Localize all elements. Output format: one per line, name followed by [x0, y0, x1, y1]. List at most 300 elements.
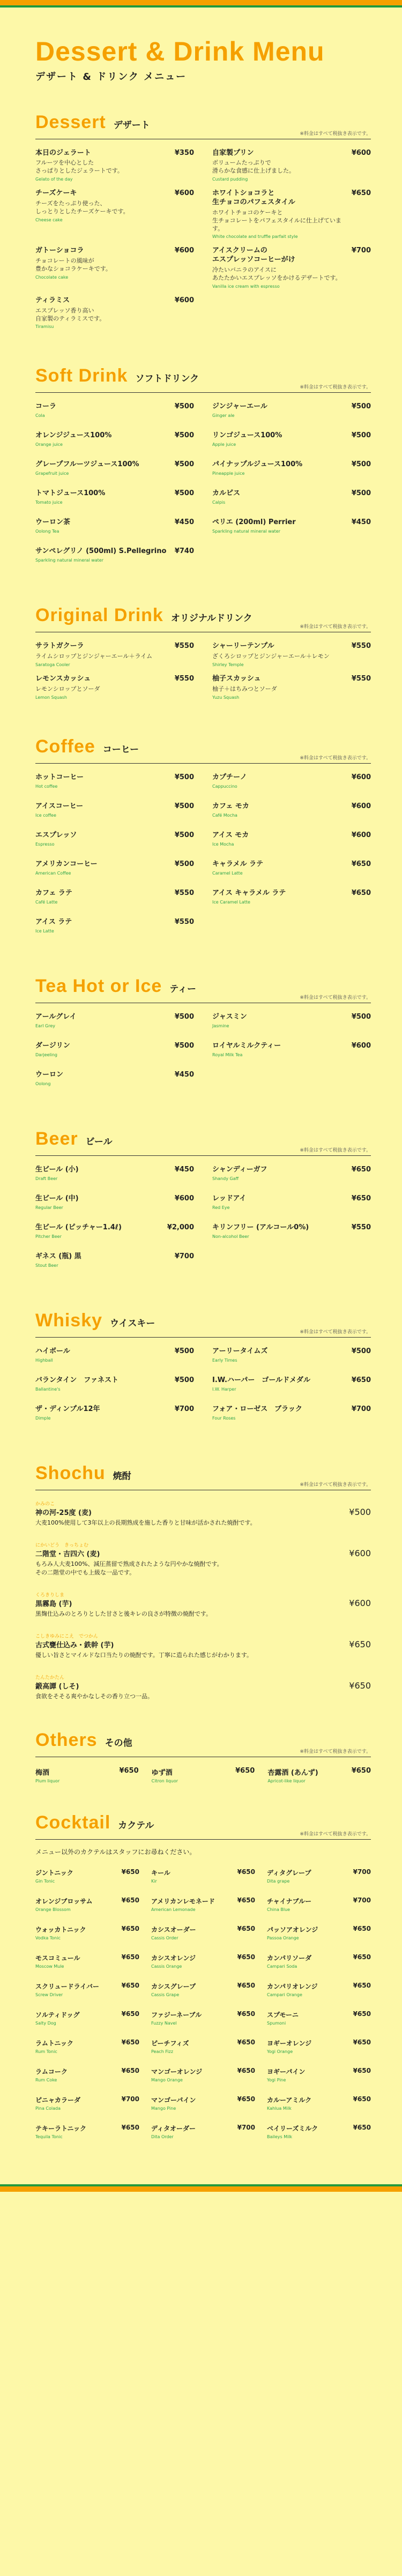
- original-title-jp: オリジナルドリンク: [170, 613, 252, 624]
- menu-item-description: 柚子＋はちみつとソーダ: [212, 685, 277, 693]
- menu-item: [35, 1868, 139, 1884]
- menu-item-name: ピニャカラーダ: [35, 2096, 81, 2104]
- menu-item-text: [151, 1953, 196, 1969]
- menu-item-text: [35, 247, 111, 280]
- menu-item: [35, 1674, 371, 1701]
- menu-item-description: 大麦100%使用して3年以上の長期熟成を施した香りと甘味が活かされた焼酎です。: [35, 1519, 256, 1526]
- beer-title-jp: ビール: [85, 1136, 113, 1147]
- menu-item-reading: こしきゆみにこえ でつかん: [35, 1633, 99, 1639]
- menu-item: [35, 1591, 371, 1618]
- menu-item-name: ラムトニック: [35, 2039, 73, 2047]
- menu-item-text: [35, 189, 129, 222]
- menu-item-name: カシスオレンジ: [151, 1954, 196, 1962]
- menu-item-english: Apricot-like liquor: [267, 1778, 306, 1783]
- menu-item-name: ウォッカトニック: [35, 1925, 86, 1933]
- menu-item-price: ¥450: [174, 1070, 194, 1079]
- menu-item-text: [212, 489, 240, 505]
- menu-item-text: [267, 2124, 318, 2139]
- menu-item: [35, 1013, 194, 1034]
- menu-item-text: [35, 2039, 73, 2054]
- menu-item-price: ¥550: [351, 642, 371, 651]
- menu-item-name: アメリカンコーヒー: [35, 860, 98, 868]
- menu-item: [35, 1376, 194, 1398]
- menu-item-price: ¥650: [235, 1766, 255, 1775]
- menu-item: [267, 2095, 371, 2111]
- menu-item-english: Four Roses: [212, 1415, 236, 1421]
- menu-item-english: Campari Soda: [267, 1963, 297, 1969]
- menu-item-description: チーズをたっぷり使った、 しっとりとしたチーズケーキです。: [35, 199, 129, 215]
- menu-item-price: ¥650: [351, 189, 371, 198]
- page-subtitle: デザート & ドリンク メニュー: [35, 71, 187, 83]
- menu-item-description: もろみ人大麦100%、減圧蒸留で熟成されたような円やかな焼酎です。 その二階堂の中でも上級な一品です。: [35, 1560, 223, 1576]
- menu-item-text: [212, 402, 267, 418]
- menu-item-name: カンパリソーダ: [267, 1954, 312, 1962]
- menu-item-text: [151, 2124, 196, 2139]
- menu-item-text: [35, 1166, 79, 1181]
- menu-item-name: ディタオーダー: [151, 2124, 196, 2132]
- menu-item-price: ¥650: [351, 888, 371, 897]
- menu-item: [267, 2010, 371, 2026]
- menu-item: [212, 889, 371, 910]
- menu-item-description: レモンシロップとソーダ: [35, 685, 100, 693]
- menu-item-text: [35, 1223, 122, 1239]
- tea-list: [35, 1013, 371, 1100]
- menu-item-text: [35, 831, 77, 847]
- menu-item-text: [35, 2095, 80, 2111]
- menu-item: [35, 149, 194, 182]
- menu-item-price: ¥600: [174, 1194, 194, 1203]
- menu-item-text: [35, 1896, 93, 1912]
- menu-item-name: 生ビール (小): [35, 1165, 79, 1174]
- menu-item-english: Ginger ale: [212, 413, 235, 419]
- menu-item-description: 黒麹仕込みのとろりとした甘さと後キレの良さが特徴の焼酎です。: [35, 1610, 212, 1617]
- menu-item-price: ¥600: [174, 296, 194, 304]
- menu-item-price: ¥650: [237, 1981, 255, 1989]
- menu-item-price: ¥550: [174, 917, 194, 926]
- menu-item-price: ¥500: [174, 431, 194, 440]
- menu-item-price: ¥740: [174, 547, 194, 556]
- menu-item-name: ジンジャーエール: [212, 402, 267, 411]
- menu-item-english: Grapefruit juice: [35, 471, 69, 476]
- menu-item: [35, 889, 194, 910]
- whisky-section: [35, 1310, 371, 1434]
- menu-item: [35, 1500, 371, 1527]
- menu-item-english: Tiramisu: [35, 324, 54, 330]
- others-title-en: Others: [35, 1729, 98, 1750]
- menu-item-english: Vodka Tonic: [35, 1935, 61, 1940]
- menu-item: [212, 1405, 371, 1427]
- menu-item: [35, 402, 194, 424]
- menu-item: [35, 1982, 139, 1997]
- menu-item-text: [212, 802, 249, 818]
- menu-item-price: ¥550: [351, 1223, 371, 1231]
- menu-item-text: [267, 2095, 311, 2111]
- menu-item-name: 二階堂・吉四六 (麦): [35, 1550, 100, 1558]
- menu-item-name: サラトガクーラ: [35, 642, 84, 651]
- dessert-section: [35, 112, 371, 337]
- menu-item-name: アイス キャラメル ラテ: [212, 888, 286, 897]
- menu-item-text: [212, 518, 296, 534]
- menu-item-name: 古式甕仕込み・鉄幹 (芋): [35, 1641, 114, 1649]
- menu-item-english: Screw Driver: [35, 1992, 63, 1997]
- menu-item-price: ¥500: [174, 860, 194, 868]
- menu-item-price: ¥650: [121, 1868, 139, 1876]
- menu-item-reading: かみのこ: [35, 1501, 55, 1507]
- soft-section: [35, 365, 371, 576]
- menu-item-price: ¥500: [351, 1347, 371, 1355]
- menu-item: [35, 642, 194, 667]
- menu-item-price: ¥650: [237, 2095, 255, 2103]
- menu-item-name: ダージリン: [35, 1041, 70, 1050]
- menu-item-text: [212, 1405, 302, 1421]
- menu-item-text: [151, 2095, 196, 2111]
- menu-item-text: [35, 642, 152, 667]
- menu-item-text: [35, 2067, 68, 2082]
- menu-item-text: [267, 1896, 311, 1912]
- menu-item-name: アメリカンレモネード: [151, 1897, 215, 1905]
- menu-item-price: ¥700: [121, 2095, 139, 2103]
- menu-item-text: [267, 2039, 311, 2054]
- menu-item-english: I.W. Harper: [212, 1386, 236, 1392]
- menu-item-price: ¥450: [174, 518, 194, 527]
- menu-item-name: アールグレイ: [35, 1012, 77, 1021]
- menu-item-name: アイスクリームの エスプレッソコーヒーがけ: [212, 247, 295, 264]
- menu-item: [267, 1896, 371, 1912]
- menu-item-english: Peach Fizz: [151, 2049, 174, 2054]
- menu-item-price: ¥650: [237, 2010, 255, 2018]
- menu-item: [267, 1767, 371, 1783]
- cocktail-section: [35, 1812, 371, 2152]
- menu-item-name: オレンジブロッサム: [35, 1897, 93, 1905]
- tax-note: ※料金はすべて税抜き表示です。: [300, 131, 371, 137]
- section-divider: [35, 763, 371, 764]
- menu-item-description: ざくろシロップとジンジャーエール＋レモン: [212, 653, 330, 660]
- menu-item-price: ¥650: [237, 2066, 255, 2074]
- menu-item-price: ¥650: [121, 1953, 139, 1961]
- menu-item-english: Vanilla ice cream with espresso: [212, 283, 280, 289]
- menu-item: [151, 1868, 255, 1884]
- whisky-title-jp: ウイスキー: [110, 1318, 155, 1329]
- menu-page: [0, 8, 402, 2174]
- beer-title-en: Beer: [35, 1128, 78, 1149]
- menu-item-english: Dita grape: [267, 1878, 290, 1884]
- menu-item-text: [267, 1767, 318, 1783]
- menu-item-name: ラムコーク: [35, 2067, 68, 2075]
- menu-item-english: Moscow Mule: [35, 1963, 64, 1969]
- menu-item-english: Chocolate cake: [35, 274, 69, 280]
- menu-item-name: ベイリーズミルク: [267, 2124, 318, 2132]
- cocktail-title-jp: カクテル: [118, 1820, 154, 1831]
- menu-item: [151, 2124, 255, 2139]
- menu-item: [152, 1767, 255, 1783]
- menu-item-english: Earl Grey: [35, 1023, 55, 1028]
- others-list: [35, 1767, 371, 1783]
- menu-item: [35, 489, 194, 511]
- menu-item-name: ジントニック: [35, 1869, 73, 1877]
- menu-item-name: アイス ラテ: [35, 917, 72, 926]
- menu-item-name: カルーアミルク: [267, 2096, 312, 2104]
- menu-item: [212, 860, 371, 882]
- menu-item: [212, 1194, 371, 1216]
- menu-item-english: China Blue: [267, 1907, 291, 1912]
- menu-item-name: アイス モカ: [212, 831, 249, 839]
- menu-item-english: Pitcher Beer: [35, 1234, 62, 1239]
- menu-item: [35, 918, 194, 939]
- menu-item-english: Cassis Grape: [151, 1992, 180, 1997]
- menu-item-english: Baileys Milk: [267, 2134, 293, 2139]
- menu-item-name: I.W.ハーパー ゴールドメダル: [212, 1376, 310, 1384]
- menu-item: [35, 1896, 139, 1912]
- menu-item: [35, 2039, 139, 2054]
- others-section: [35, 1730, 371, 1783]
- section-divider: [35, 1155, 371, 1156]
- menu-item-english: Yogi Pine: [267, 2077, 286, 2082]
- menu-item-price: ¥650: [351, 1194, 371, 1203]
- menu-item-text: [35, 1252, 81, 1268]
- menu-item-english: Oolong Tea: [35, 529, 59, 534]
- shochu-section: [35, 1463, 371, 1701]
- menu-item-price: ¥700: [237, 2123, 255, 2131]
- menu-item-description: ホワイトチョコのケーキと 生チョコレートをパフェスタイルに仕上げています。: [212, 208, 341, 232]
- menu-item-name: シャーリーテンプル: [212, 642, 274, 651]
- coffee-title-en: Coffee: [35, 736, 95, 757]
- menu-item-name: ジャスミン: [212, 1012, 247, 1021]
- menu-item-english: Gelato of the day: [35, 177, 73, 182]
- menu-item-english: Royal Milk Tea: [212, 1052, 243, 1057]
- menu-item: [35, 547, 194, 569]
- tea-title-jp: ティー: [169, 983, 196, 995]
- menu-item-text: [212, 889, 286, 905]
- menu-item: [35, 2010, 139, 2026]
- menu-item-price: ¥650: [119, 1766, 139, 1775]
- menu-item-price: ¥500: [351, 460, 371, 469]
- menu-item-english: Mango Pine: [151, 2105, 176, 2111]
- menu-item-name: レッドアイ: [212, 1194, 247, 1203]
- menu-item-text: [151, 1868, 170, 1884]
- menu-item-price: ¥600: [174, 247, 194, 255]
- menu-item-price: ¥2,000: [167, 1223, 194, 1231]
- menu-item: [35, 431, 194, 453]
- menu-item: [267, 1953, 371, 1969]
- section-divider: [35, 1839, 371, 1840]
- menu-item-price: ¥650: [121, 2123, 139, 2131]
- menu-item-text: [151, 2039, 189, 2054]
- tax-note: ※料金はすべて税抜き表示です。: [300, 1749, 371, 1754]
- menu-item-text: [35, 1405, 100, 1421]
- menu-item-name: ウーロン茶: [35, 518, 71, 527]
- menu-item-english: Campari Orange: [267, 1992, 302, 1997]
- menu-item-english: Hot coffee: [35, 783, 58, 789]
- menu-item: [35, 1405, 194, 1427]
- menu-item-english: Ballantine's: [35, 1386, 61, 1392]
- menu-item: [267, 1925, 371, 1940]
- menu-item-price: ¥650: [353, 2123, 371, 2131]
- tax-note: ※料金はすべて税抜き表示です。: [300, 624, 371, 630]
- menu-item-price: ¥700: [174, 1252, 194, 1260]
- menu-item-price: ¥500: [174, 831, 194, 839]
- menu-item-name: アイスコーヒー: [35, 802, 84, 810]
- tax-note: ※料金はすべて税抜き表示です。: [300, 1482, 371, 1488]
- menu-item-english: Caramel Latte: [212, 870, 243, 876]
- menu-item-english: American Lemonade: [151, 1907, 196, 1912]
- menu-item-english: Saratoga Cooler: [35, 662, 70, 668]
- menu-sections: [35, 112, 371, 2152]
- menu-item-text: [151, 1925, 196, 1940]
- menu-item-english: Plum liquor: [35, 1778, 60, 1783]
- menu-item-name: 黒霧島 (芋): [35, 1600, 72, 1608]
- menu-item: [151, 1896, 255, 1912]
- menu-item-name: オレンジジュース100%: [35, 431, 112, 440]
- menu-item-text: [212, 642, 330, 667]
- tax-note: ※料金はすべて税抜き表示です。: [300, 1329, 371, 1335]
- menu-item: [212, 1013, 371, 1034]
- menu-item-name: ヨギーパイン: [267, 2067, 306, 2075]
- tax-note: ※料金はすべて税抜き表示です。: [300, 1831, 371, 1837]
- menu-item-name: ウーロン: [35, 1070, 64, 1079]
- menu-item-name: ホワイトショコラと 生チョコのパフェスタイル: [212, 189, 295, 206]
- menu-item-english: Stout Beer: [35, 1263, 58, 1268]
- menu-item-price: ¥600: [351, 1041, 371, 1050]
- menu-item: [151, 1925, 255, 1940]
- menu-item-text: [151, 1982, 196, 1997]
- menu-item-text: [267, 2010, 299, 2026]
- beer-section: [35, 1129, 371, 1281]
- menu-item: [35, 773, 194, 795]
- menu-item-reading: たんたかたん: [35, 1675, 65, 1681]
- menu-item: [35, 1166, 194, 1187]
- menu-item-name: ハイボール: [35, 1347, 70, 1355]
- menu-item-price: ¥650: [349, 1639, 371, 1649]
- menu-item-price: ¥500: [174, 1012, 194, 1021]
- menu-item-price: ¥700: [353, 1896, 371, 1904]
- tea-title-en: Tea Hot or Ice: [35, 975, 162, 996]
- menu-item-name: キリンフリー (アルコール0%): [212, 1223, 309, 1231]
- menu-item-name: ディタグレープ: [267, 1869, 311, 1877]
- menu-item-reading: くろきりしま: [35, 1592, 65, 1598]
- menu-item: [35, 247, 194, 288]
- soft-title-en: Soft Drink: [35, 365, 128, 386]
- menu-item-price: ¥500: [351, 402, 371, 411]
- menu-item-english: Kir: [151, 1878, 157, 1884]
- tax-note: ※料金はすべて税抜き表示です。: [300, 755, 371, 761]
- menu-item: [35, 2095, 139, 2111]
- menu-item-english: Sparkling natural mineral water: [212, 529, 281, 534]
- menu-item-name: レモンスカッシュ: [35, 675, 91, 683]
- menu-item-text: [35, 460, 139, 476]
- menu-item-description: チョコレートの風味が 豊かなショコラケーキです。: [35, 257, 111, 273]
- menu-item-english: Cheese cake: [35, 217, 63, 222]
- menu-item-text: [35, 1376, 118, 1392]
- menu-item-english: Ice coffee: [35, 812, 56, 818]
- menu-item: [212, 773, 371, 795]
- menu-item-price: ¥600: [349, 1597, 371, 1608]
- menu-item: [212, 489, 371, 511]
- menu-item-price: ¥700: [351, 247, 371, 255]
- menu-item-price: ¥650: [121, 2038, 139, 2046]
- menu-item: [35, 1223, 194, 1245]
- menu-item-name: アーリータイムズ: [212, 1347, 268, 1355]
- menu-item: [151, 1982, 255, 1997]
- menu-item-price: ¥650: [237, 1896, 255, 1904]
- menu-item-price: ¥600: [351, 831, 371, 839]
- menu-item-name: 梅酒: [35, 1768, 50, 1777]
- top-border-bar: [0, 0, 402, 8]
- menu-item-name: キール: [151, 1869, 170, 1877]
- menu-item-name: モスコミュール: [35, 1954, 80, 1962]
- cocktail-title-en: Cocktail: [35, 1812, 111, 1833]
- menu-item-name: リンゴジュース100%: [212, 431, 282, 440]
- menu-item-english: Rum Coke: [35, 2077, 57, 2082]
- menu-item-english: Spumoni: [267, 2020, 286, 2026]
- menu-item-text: [35, 1925, 86, 1940]
- menu-item-price: ¥600: [351, 148, 371, 157]
- menu-item: [35, 1767, 139, 1783]
- menu-item-text: [212, 1223, 309, 1239]
- menu-item-name: 鍛高譚 (しそ): [35, 1682, 79, 1691]
- menu-item-english: Sparkling natural mineral water: [35, 558, 104, 563]
- menu-item-price: ¥500: [174, 773, 194, 781]
- menu-item-text: [212, 460, 302, 476]
- menu-item-english: Custard pudding: [212, 177, 248, 182]
- menu-item-name: エスプレッソ: [35, 831, 77, 839]
- menu-item-text: [35, 1868, 73, 1884]
- menu-item-english: Cassis Order: [151, 1935, 178, 1940]
- menu-item-english: Fuzzy Navel: [151, 2020, 177, 2026]
- menu-item-english: Calpis: [212, 500, 226, 505]
- menu-item-name: ザ・ディンプル12年: [35, 1405, 100, 1413]
- menu-item-text: [35, 431, 111, 447]
- menu-item-name: カシスグレープ: [151, 1982, 196, 1990]
- menu-item: [35, 1071, 194, 1092]
- menu-item-price: ¥500: [351, 1012, 371, 1021]
- menu-item-price: ¥650: [351, 860, 371, 868]
- menu-item-english: Lemon Squash: [35, 695, 67, 700]
- menu-item-price: ¥650: [349, 1680, 371, 1691]
- menu-item-price: ¥650: [353, 1981, 371, 1989]
- menu-item-name: ファジーネーブル: [151, 2011, 202, 2019]
- menu-item-name: 生ビール (中): [35, 1194, 79, 1203]
- menu-item: [35, 860, 194, 882]
- menu-item: [212, 675, 371, 700]
- menu-item-english: Espresso: [35, 841, 55, 847]
- menu-item-price: ¥350: [174, 148, 194, 157]
- menu-item-english: Tequila Tonic: [35, 2134, 63, 2139]
- menu-item-price: ¥650: [237, 1953, 255, 1961]
- menu-item-english: Ice Caramel Latte: [212, 899, 250, 905]
- menu-item-english: Oolong: [35, 1081, 51, 1086]
- page-title: Dessert & Drink Menu: [35, 36, 325, 66]
- menu-item-english: Highball: [35, 1357, 53, 1363]
- menu-item-english: Yogi Orange: [267, 2049, 293, 2054]
- menu-item-name: テキーラトニック: [35, 2124, 87, 2132]
- menu-item-name: カンパリオレンジ: [267, 1982, 318, 1990]
- menu-item: [212, 402, 371, 424]
- menu-item-name: 自家製プリン: [212, 148, 254, 157]
- menu-item-english: Mango Orange: [151, 2077, 183, 2082]
- dessert-title-en: Dessert: [35, 111, 106, 132]
- menu-item: [151, 1953, 255, 1969]
- menu-item-name: バランタイン ファネスト: [35, 1376, 118, 1384]
- menu-item: [35, 296, 194, 330]
- menu-item: [151, 2095, 255, 2111]
- menu-item-price: ¥650: [121, 1896, 139, 1904]
- menu-item-name: ヨギーオレンジ: [267, 2039, 312, 2047]
- original-title-en: Original Drink: [35, 605, 163, 626]
- section-divider: [35, 392, 371, 393]
- menu-item-english: Ice Latte: [35, 928, 54, 934]
- menu-item-price: ¥650: [351, 1376, 371, 1384]
- whisky-title-en: Whisky: [35, 1310, 103, 1331]
